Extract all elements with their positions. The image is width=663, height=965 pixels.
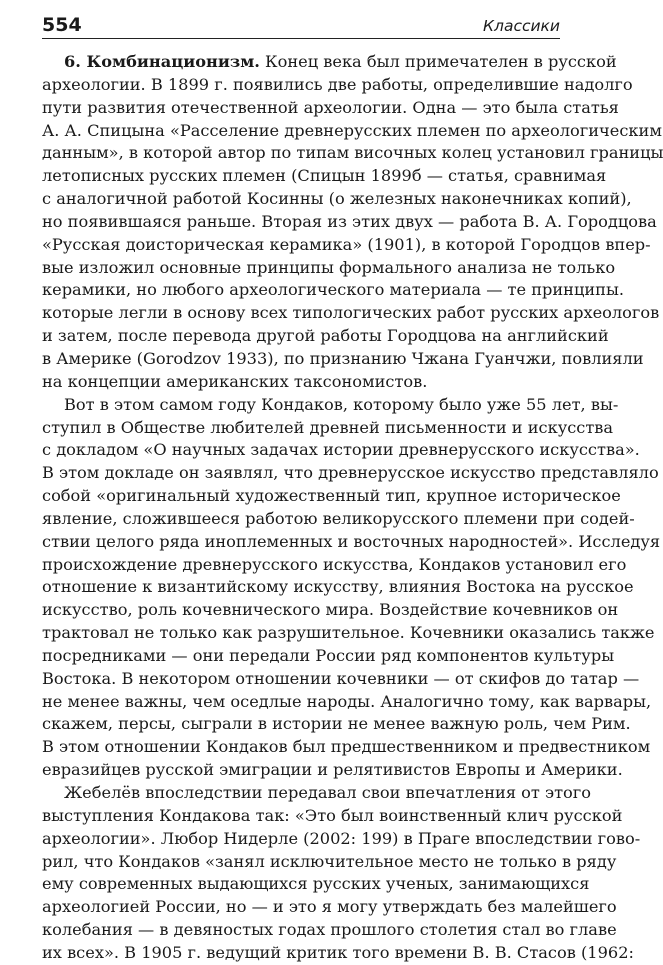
text-line: археологии». Любор Нидерле (2002: 199) в Праге впоследствии гово- [42, 828, 641, 848]
text-line-content: Конец века был примечателен в русской [259, 52, 617, 71]
text-line: В этом отношении Кондаков был предшественником и предвестником [42, 737, 651, 757]
text-line: не менее важны, чем оседлые народы. Аналогично тому, как варвары, [42, 691, 652, 711]
text-line: рил, что Кондаков «занял исключительное место не только в ряду [42, 851, 617, 871]
text-line: искусство, роль кочевнического мира. Воздействие кочевников он [42, 600, 619, 620]
text-line: колебания — в девяностых годах прошлого столетия стал во главе [42, 920, 617, 940]
text-line: данным», в которой автор по типам височных колец установил границы [42, 143, 663, 163]
text-line: ему современных выдающихся русских ученых, занимающихся [42, 874, 590, 894]
text-line: А. А. Спицына «Расселение древнерусских племен по археологическим [42, 120, 662, 140]
text-line: евразийцев русской эмиграции и релятивистов Европы и Америки. [42, 760, 623, 780]
running-head [42, 14, 560, 39]
text-line: отношение к византийскому искусству, влияния Востока на русское [42, 577, 634, 597]
text-line: Жебелёв впоследствии передавал свои впечатления от этого [64, 783, 592, 802]
paragraph-combinationism [42, 51, 663, 394]
text-line: собой «оригинальный художественный тип, крупное историческое [42, 486, 621, 506]
text-line: скажем, персы, сыграли в истории не менее важную роль, чем Рим. [42, 714, 631, 734]
text-line: происхождение древнерусского искусства, Кондаков установил его [42, 554, 627, 574]
text-line: явление, сложившееся работою великорусского племени при содей- [42, 508, 635, 528]
text-line: летописных русских племен (Спицын 1899б — статья, сравнимая [42, 166, 607, 186]
paragraph-kondakov-report [42, 394, 661, 782]
text-line: выступления Кондакова так: «Это был воинственный клич русской [42, 805, 623, 825]
paragraph-zhebelev [42, 782, 641, 965]
text-line: Востока. В некотором отношении кочевники — от скифов до татар — [42, 668, 640, 688]
text-line: В этом докладе он заявлял, что древнерусское искусство представляло [42, 463, 659, 483]
text-line: вые изложил основные принципы формального анализа не только [42, 257, 616, 277]
text-line: ступил в Обществе любителей древней письменности и искусства [42, 417, 614, 437]
text-line: Вот в этом самом году Кондаков, которому было уже 55 лет, вы- [64, 394, 619, 414]
text-line: «Русская доисторическая керамика» (1901), в которой Городцов впер- [42, 234, 651, 254]
text-line [42, 51, 617, 74]
body-text [42, 51, 663, 965]
text-line: трактовал не только как разрушительное. Кочевники оказались также [42, 623, 655, 643]
text-line: ствии целого ряда иноплеменных и восточных народностей». Исследуя [42, 531, 661, 551]
text-line: и затем, после перевода другой работы Городцова на английский [42, 326, 609, 346]
text-line: с аналогичной работой Косинны (о железных наконечниках копий), [42, 189, 632, 209]
section-heading: 6. Комбинационизм. [64, 52, 260, 71]
text-line: пути развития отечественной археологии. Одна — это была статья [42, 97, 619, 117]
section-title: Классики [483, 17, 560, 35]
text-line: археологии. В 1899 г. появились две работы, определившие надолго [42, 74, 633, 94]
book-page [42, 14, 663, 962]
text-line: на концепции американских таксономистов. [42, 371, 428, 391]
text-line: но появившаяся раньше. Вторая из этих двух — работа В. А. Городцова [42, 211, 657, 231]
page-number: 554 [42, 14, 82, 36]
text-line: посредниками — они передали России ряд компонентов культуры [42, 645, 615, 665]
text-line: керамики, но любого археологического материала — те принципы. [42, 280, 624, 300]
text-line: с докладом «О научных задачах истории древнерусского искусства». [42, 440, 640, 460]
text-line: которые легли в основу всех типологических работ русских археологов [42, 303, 660, 323]
text-line: археологией России, но — и это я могу утверждать без малейшего [42, 897, 617, 917]
text-line: их всех». В 1905 г. ведущий критик того времени В. В. Стасов (1962: [42, 942, 634, 962]
text-line: в Америке (Gorodzov 1933), по признанию Чжана Гуанчжи, повлияли [42, 348, 644, 368]
